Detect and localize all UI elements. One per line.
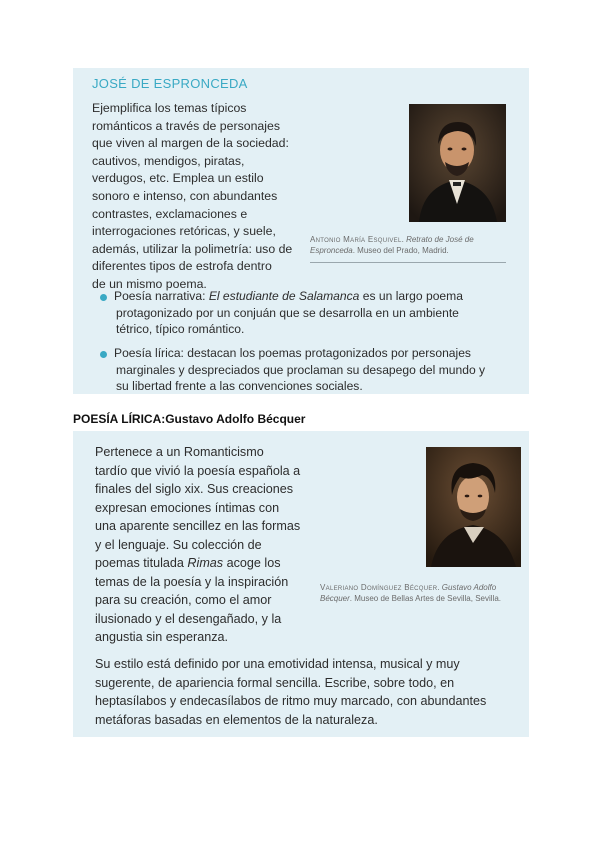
text-line: angustia sin esperanza.: [95, 630, 229, 644]
bullet-line: marginales y despreciados que proclaman su desapego del mundo y: [116, 362, 486, 377]
text-line: interrogaciones retóricas, y suele,: [92, 224, 276, 239]
text-line: finales del siglo xix. Sus creaciones: [95, 482, 294, 496]
text-line: Su estilo está definido por una emotividad intensa, musical y muy: [95, 657, 460, 671]
caption-rest: . Museo del Prado, Madrid.: [352, 246, 449, 255]
bullet-text: destacan los poemas protagonizados por personajes: [183, 346, 471, 360]
text-line: contrastes, exclamaciones e: [92, 206, 248, 221]
bullet-text: es un largo poema: [359, 289, 463, 303]
rimas-title: Rimas: [187, 556, 224, 570]
bullet-line: tétrico, típico romántico.: [116, 322, 245, 336]
text-line: metáforas basadas en elementos de la naturaleza.: [95, 712, 378, 727]
text-line: sugerente, de apariencia formal sencilla. Escribe, sobre todo, en: [95, 675, 455, 690]
bullet-lyric: [114, 345, 519, 395]
caption-author: Antonio María Esquivel: [310, 235, 402, 244]
text-line: temas de la poesía y la inspiración: [95, 574, 289, 589]
text-line: para su creación, como el amor: [95, 593, 272, 607]
section-title: POESÍA LÍRICA:Gustavo Adolfo Bécquer: [73, 412, 306, 426]
caption-title: Gustavo Adolfo Bécquer: [320, 583, 497, 603]
bullet-icon: [100, 294, 107, 301]
text-line: expresan emociones íntimas con: [95, 500, 280, 515]
text-line: tardío que vivió la poesía española a: [95, 463, 301, 478]
text-line: ilusionado y el desengañado, y la: [95, 611, 282, 626]
bullet-narrative: [114, 288, 514, 338]
caption-rest: . Museo de Bellas Artes de Sevilla, Sevilla.: [349, 594, 501, 603]
bullet-icon: [100, 351, 107, 358]
text-line: heptasílabos y endecasílabos de ritmo muy marcado, con abundantes: [95, 694, 487, 708]
text-line: y el lenguaje. Su colección de: [95, 537, 262, 552]
text-line: una aparente sencillez en las formas: [95, 519, 301, 533]
text-line: Ejemplifica los temas típicos: [92, 101, 247, 115]
rimas-pre: poemas titulada: [95, 556, 188, 570]
bullet-label: Poesía lírica:: [114, 346, 184, 360]
rimas-post: acoge los: [223, 556, 281, 570]
bullet-italic: El estudiante de Salamanca: [208, 289, 360, 303]
espronceda-heading: JOSÉ DE ESPRONCEDA: [92, 76, 248, 91]
text-line: [95, 554, 320, 573]
text-line: románticos a través de personajes: [92, 118, 280, 133]
bullet-line: protagonizado por un conjuán que se desarrolla en un ambiente: [116, 305, 459, 320]
becquer-style: [95, 655, 525, 729]
text-line: verdugos, etc. Emplea un estilo: [92, 171, 264, 186]
espronceda-portrait: [409, 104, 506, 222]
text-line: que viven al margen de la sociedad:: [92, 136, 289, 151]
text-line: de un mismo poema.: [92, 276, 207, 291]
espronceda-body: [92, 100, 307, 294]
text-line: además, utilizar la polimetría: uso de: [92, 241, 293, 256]
espronceda-caption: Antonio María Esquivel. Retrato de José de Espronceda. Museo del Prado, Madrid.: [310, 235, 474, 255]
bullet-line: su libertad frente a las convenciones sociales.: [116, 379, 363, 393]
text-line: cautivos, mendigos, piratas,: [92, 153, 245, 168]
becquer-body: [95, 443, 320, 647]
becquer-caption: Valeriano Domínguez Bécquer. Gustavo Adolfo Bécquer. Museo de Bellas Artes de Sevilla, Sevilla.: [320, 583, 501, 603]
becquer-portrait: [426, 447, 521, 567]
bullet-label: Poesía narrativa:: [114, 289, 206, 303]
caption-author: Valeriano Domínguez Bécquer: [320, 583, 438, 592]
caption-title: Retrato de José de Espronceda: [310, 235, 474, 255]
text-line: sonoro e intenso, con abundantes: [92, 188, 278, 203]
caption-divider: [310, 262, 506, 263]
text-line: Pertenece a un Romanticismo: [95, 445, 264, 459]
text-line: diferentes tipos de estrofa dentro: [92, 259, 272, 274]
